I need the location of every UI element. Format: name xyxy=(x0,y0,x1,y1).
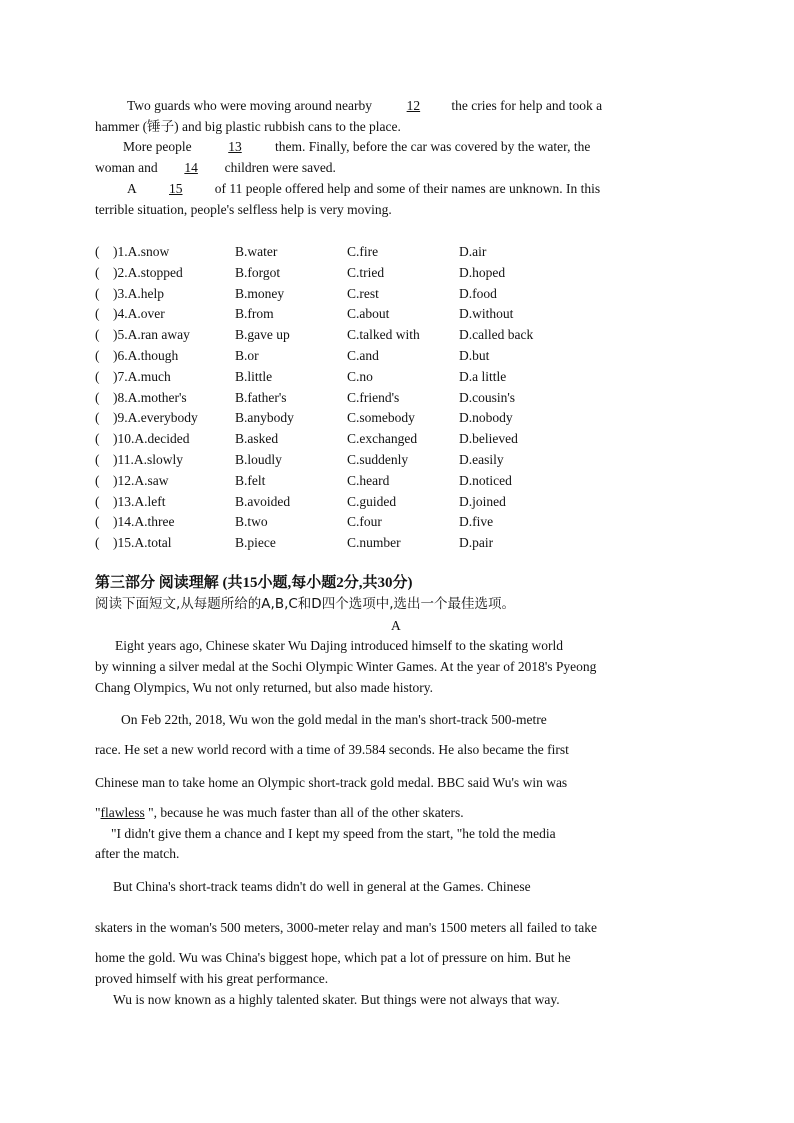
option-a: )8.A.mother's xyxy=(113,389,187,405)
option-d: D.called back xyxy=(459,327,534,343)
option-d: D.joined xyxy=(459,493,506,509)
passage-line xyxy=(95,159,336,177)
article-line: after the match. xyxy=(95,846,180,861)
option-a: )5.A.ran away xyxy=(113,327,190,343)
answer-paren: ( xyxy=(95,306,100,322)
option-d: D.easily xyxy=(459,452,504,467)
answer-paren: ( xyxy=(95,285,100,301)
option-a: )12.A.saw xyxy=(113,472,169,488)
option-d: D.noticed xyxy=(459,472,512,488)
answer-paren: ( xyxy=(95,493,100,509)
option-c: C.suddenly xyxy=(347,452,409,467)
option-c: C.somebody xyxy=(347,410,415,426)
blank-12: 12 xyxy=(406,98,421,113)
option-a: )14.A.three xyxy=(113,514,175,530)
option-c: C.fire xyxy=(347,244,379,259)
option-d: D.cousin's xyxy=(459,389,516,405)
option-c: C.no xyxy=(347,368,373,384)
article-line xyxy=(95,804,464,822)
option-b: B.asked xyxy=(235,431,279,447)
article-line: On Feb 22th, 2018, Wu won the gold medal in the man's short-track 500-metre xyxy=(121,712,547,727)
answer-paren: ( xyxy=(95,410,100,426)
article-text: ", because he was much faster than all of the other skaters. xyxy=(144,805,464,820)
option-d: D.a little xyxy=(459,368,507,384)
article-line: home the gold. Wu was China's biggest hope, which pat a lot of pressure on him. But he xyxy=(95,950,571,965)
option-a: )11.A.slowly xyxy=(113,452,183,467)
option-c: C.guided xyxy=(347,493,397,509)
blank-14: 14 xyxy=(184,160,198,175)
option-b: B.water xyxy=(235,244,278,259)
option-a: )4.A.over xyxy=(113,306,165,322)
option-c: C.friend's xyxy=(347,389,400,405)
option-d: D.air xyxy=(459,244,487,259)
article-line: race. He set a new world record with a time of 39.584 seconds. He also became the first xyxy=(95,742,569,757)
option-c: C.tried xyxy=(347,264,385,280)
answer-paren: ( xyxy=(95,535,100,551)
article-text: " xyxy=(95,805,101,820)
option-a: )15.A.total xyxy=(113,535,172,551)
option-a: )1.A.snow xyxy=(113,244,170,259)
option-b: B.money xyxy=(235,285,285,301)
answer-paren: ( xyxy=(95,348,100,363)
article-line: "I didn't give them a chance and I kept my speed from the start, "he told the media xyxy=(111,826,556,841)
passage-text: More people xyxy=(123,139,195,154)
option-c: C.four xyxy=(347,514,382,530)
passage-text: A xyxy=(127,181,137,196)
article-line: Eight years ago, Chinese skater Wu Dajing introduced himself to the skating world xyxy=(115,638,563,653)
option-d: D.without xyxy=(459,306,514,322)
answer-paren: ( xyxy=(95,514,100,530)
article-line: proved himself with his great performance. xyxy=(95,971,329,986)
option-a: )10.A.decided xyxy=(113,431,190,447)
option-b: B.loudly xyxy=(235,452,282,467)
option-a: )3.A.help xyxy=(113,285,164,301)
article-line: Chang Olympics, Wu not only returned, but also made history. xyxy=(95,680,434,695)
passage-text: the cries for help and took a xyxy=(451,98,603,113)
option-a: )7.A.much xyxy=(113,368,171,384)
option-d: D.hoped xyxy=(459,264,506,280)
blank-13: 13 xyxy=(228,139,242,154)
option-c: C.heard xyxy=(347,472,390,488)
passage-text: Two guards who were moving around nearby xyxy=(127,98,376,113)
option-a: )9.A.everybody xyxy=(113,410,198,426)
passage-text: of 11 people offered help and some of their names are unknown. In this xyxy=(214,181,601,196)
part3-instruction: 阅读下面短文,从每题所给的A,B,C和D四个选项中,选出一个最佳选项。 xyxy=(95,596,515,612)
option-d: D.nobody xyxy=(459,410,513,426)
option-b: B.gave up xyxy=(235,327,290,343)
article-line: Wu is now known as a highly talented skater. But things were not always that way. xyxy=(113,992,560,1007)
passage-text: children were saved. xyxy=(224,160,336,175)
option-b: B.from xyxy=(235,306,274,322)
option-d: D.five xyxy=(459,514,494,530)
passage-text: woman and xyxy=(95,160,158,175)
option-d: D.believed xyxy=(459,431,518,447)
blank-15: 15 xyxy=(169,181,183,196)
option-b: B.piece xyxy=(235,535,276,551)
option-c: C.exchanged xyxy=(347,431,418,447)
passage-line xyxy=(127,180,600,198)
option-b: B.avoided xyxy=(235,493,291,509)
section-letter: A xyxy=(391,618,401,633)
option-b: B.felt xyxy=(235,472,266,488)
flawless-word: flawless xyxy=(100,805,145,820)
article-line: But China's short-track teams didn't do well in general at the Games. Chinese xyxy=(113,879,531,894)
answer-paren: ( xyxy=(95,472,100,488)
option-c: C.and xyxy=(347,348,379,363)
passage-line xyxy=(127,97,602,115)
option-d: D.food xyxy=(459,285,497,301)
answer-paren: ( xyxy=(95,452,100,467)
article-line: skaters in the woman's 500 meters, 3000-meter relay and man's 1500 meters all failed to take xyxy=(95,920,597,935)
answer-paren: ( xyxy=(95,327,100,343)
option-b: B.anybody xyxy=(235,410,294,426)
option-b: B.father's xyxy=(235,389,287,405)
article-line: Chinese man to take home an Olympic short-track gold medal. BBC said Wu's win was xyxy=(95,775,568,790)
answer-paren: ( xyxy=(95,264,100,280)
answer-paren: ( xyxy=(95,389,100,405)
passage-line xyxy=(123,138,590,156)
option-a: )6.A.though xyxy=(113,348,179,363)
option-d: D.pair xyxy=(459,535,494,551)
answer-paren: ( xyxy=(95,368,100,384)
option-c: C.rest xyxy=(347,285,379,301)
option-b: B.two xyxy=(235,514,268,530)
option-a: )2.A.stopped xyxy=(113,264,183,280)
option-c: C.about xyxy=(347,306,390,322)
option-a: )13.A.left xyxy=(113,493,166,509)
passage-line: hammer (锤子) and big plastic rubbish cans to the place. xyxy=(95,119,401,134)
option-b: B.little xyxy=(235,368,273,384)
option-d: D.but xyxy=(459,348,490,363)
answer-paren: ( xyxy=(95,431,100,447)
option-b: B.forgot xyxy=(235,264,281,280)
article-line: by winning a silver medal at the Sochi Olympic Winter Games. At the year of 2018's Pyeong xyxy=(95,659,597,674)
option-b: B.or xyxy=(235,348,259,363)
option-c: C.talked with xyxy=(347,327,420,343)
answer-paren: ( xyxy=(95,244,100,259)
part3-heading: 第三部分 阅读理解 (共15小题,每小题2分,共30分) xyxy=(95,575,413,591)
passage-text: them. Finally, before the car was covered by the water, the xyxy=(274,139,591,154)
passage-line: terrible situation, people's selfless help is very moving. xyxy=(95,202,392,217)
option-c: C.number xyxy=(347,535,401,551)
